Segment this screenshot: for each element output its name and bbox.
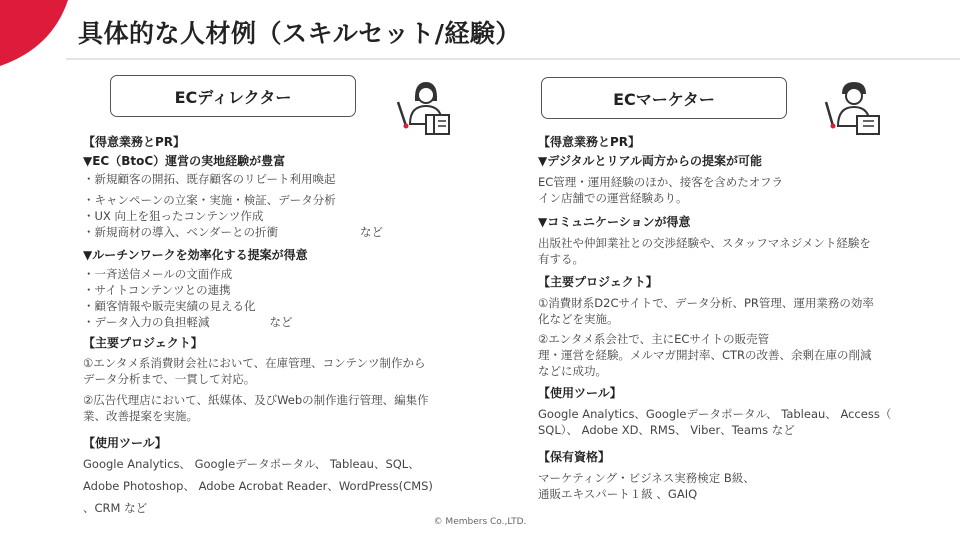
pr-text: EC管理・運用経験のほか、接客を含めたオフラ — [538, 175, 783, 189]
title-divider — [66, 58, 960, 60]
qualification-text: 通販エキスパート１級 、GAIQ — [538, 487, 698, 501]
page-title: 具体的な人材例（スキルセット/経験） — [78, 19, 521, 48]
role-box-ec-marketer: ECマーケター — [541, 77, 787, 119]
project-text: 化などを実施。 — [538, 312, 619, 326]
section-heading: 【主要プロジェクト】 — [538, 275, 658, 289]
left-column — [83, 134, 433, 516]
pr-text: 出版社や仲卸業社との交渉経験や、スタッフマネジメント経験を — [538, 236, 871, 250]
corner-accent-shape — [0, 0, 72, 72]
list-item: ・一斉送信メールの文面作成 — [83, 267, 233, 281]
list-item: ・新規顧客の開拓、既存顧客のリピート利用喚起 — [83, 172, 336, 186]
project-text: 理・運営を経験。メルマガ開封率、CTRの改善、余剰在庫の削減 — [538, 348, 872, 362]
person-with-pointer-and-board-icon — [396, 74, 452, 136]
project-text: ②広告代理店において、紙媒体、及びWebの制作進行管理、編集作 — [83, 393, 429, 407]
subheading: ▼デジタルとリアル両方からの提案が可能 — [538, 154, 763, 168]
section-heading: 【得意業務とPR】 — [538, 135, 641, 149]
section-heading: 【主要プロジェクト】 — [83, 336, 203, 350]
list-item: ・UX 向上を狙ったコンテンツ作成 — [83, 209, 264, 223]
project-text: ①消費財系D2Cサイトで、データ分析、PR管理、運用業務の効率 — [538, 296, 874, 310]
tools-text: Google Analytics、Googleデータポータル、 Tableau、 Access（ — [538, 407, 892, 421]
project-text: 業、改善提案を実施。 — [83, 409, 198, 423]
section-heading: 【保有資格】 — [538, 450, 611, 464]
role-box-ec-director: ECディレクター — [110, 75, 356, 117]
tools-text: 、CRM など — [83, 501, 148, 515]
section-heading: 【得意業務とPR】 — [83, 135, 186, 149]
subheading: ▼EC（BtoC）運営の実地経験が豊富 — [83, 154, 286, 168]
section-heading: 【使用ツール】 — [538, 386, 622, 400]
list-item: ・顧客情報や販売実績の見える化 — [83, 299, 256, 313]
qualification-text: マーケティング・ビジネス実務検定 B級、 — [538, 471, 755, 485]
tools-text: SQL）、 Adobe XD、RMS、 Viber、Teams など — [538, 423, 795, 437]
project-text: ②エンタメ系会社で、主にECサイトの販売管 — [538, 332, 770, 346]
list-item: ・サイトコンテンツとの連携 — [83, 283, 231, 297]
section-heading: 【使用ツール】 — [83, 436, 167, 450]
tools-text: Google Analytics、 Googleデータポータル、 Tableau、SQL、 — [83, 457, 420, 471]
project-text: データ分析まで、一貫して対応。 — [83, 372, 256, 386]
list-item: ・キャンペーンの立案・実施・検証、データ分析 — [83, 193, 336, 207]
pr-text: 有する。 — [538, 252, 584, 266]
person-with-pointer-and-board-icon — [822, 74, 882, 136]
subheading: ▼コミュニケーションが得意 — [538, 215, 691, 229]
subheading: ▼ルーチンワークを効率化する提案が得意 — [83, 248, 308, 262]
list-item-suffix: など — [269, 315, 293, 329]
list-item: ・データ入力の負担軽減 — [83, 315, 210, 329]
project-text: などに成功。 — [538, 364, 607, 378]
project-text: ①エンタメ系消費財会社において、在庫管理、コンテンツ制作から — [83, 356, 426, 370]
list-item: ・新規商材の導入、ベンダーとの折衝 — [83, 225, 279, 239]
copyright-footer: © Members Co.,LTD. — [433, 517, 527, 527]
pr-text: イン店舗での運営経験あり。 — [538, 191, 688, 205]
list-item-suffix: など — [360, 225, 384, 239]
tools-text: Adobe Photoshop、 Adobe Acrobat Reader、WordPress(CMS) — [83, 479, 433, 493]
right-column — [538, 134, 891, 502]
